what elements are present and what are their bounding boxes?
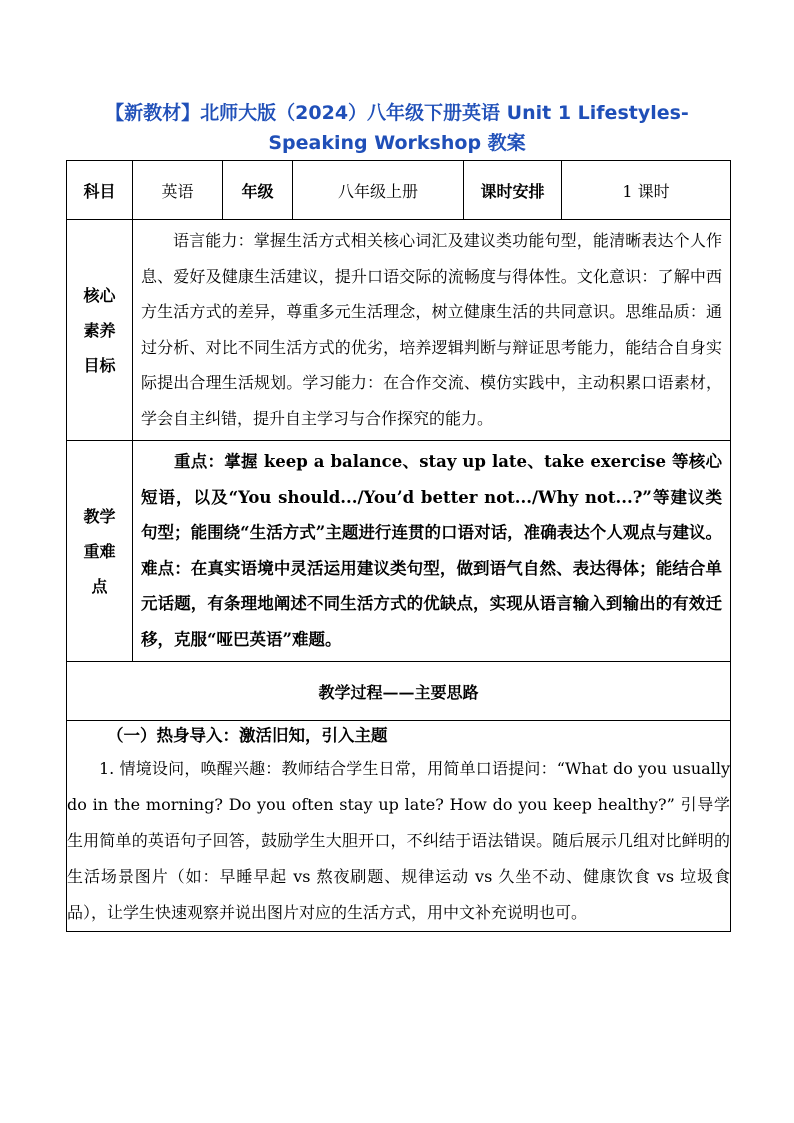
key-difficult-row xyxy=(67,441,731,662)
core-literacy-text: 语言能力：掌握生活方式相关核心词汇及建议类功能句型，能清晰表达个人作息、爱好及健康生活建议，提升口语交际的流畅度与得体性。文化意识：了解中西方生活方式的差异，尊重多元生活理念，树立健康生活的共同意识。思维品质：通过分析、对比不同生活方式的优劣，培养逻辑判断与辩证思考能力，能结合自身实际提出合理生活规划。学习能力：在合作交流、模仿实践中，主动积累口语素材，学会自主纠错，提升自主学习与合作探究的能力。 xyxy=(141,231,722,428)
subject-label: 科目 xyxy=(67,161,133,220)
grade-label: 年级 xyxy=(223,161,293,220)
process-content-row xyxy=(67,721,731,932)
warmup-step-text: 1. 情境设问，唤醒兴趣：教师结合学生日常，用简单口语提问：“What do you usually do in the morning? Do you often stay up late? How do you keep healthy?” 引导学生用简单的英语句子回答，鼓励学生大胆开口，不纠结于语法错误。随后展示几组对比鲜明的生活场景图片（如：早睡早起 vs 熬夜刷题、规律运动 vs 久坐不动、健康饮食 vs 垃圾食品），让学生快速观察并说出图片对应的生活方式，用中文补充说明也可。 xyxy=(67,759,730,922)
key-difficult-text: 重点：掌握 keep a balance、stay up late、take exercise 等核心短语，以及“You should.../You’d better not.../Why not...?”等建议类句型；能围绕“生活方式”主题进行连贯的口语对话，准确表达个人观点与建议。难点：在真实语境中灵活运用建议类句型，做到语气自然、表达得体；能结合单元话题，有条理地阐述不同生活方式的优缺点，实现从语言输入到输出的有效迁移，克服“哑巴英语”难题。 xyxy=(141,452,722,649)
document-title: 【新教材】北师大版（2024）八年级下册英语 Unit 1 Lifestyles-Speaking Workshop 教案 xyxy=(105,102,689,154)
schedule-value: 1 课时 xyxy=(562,161,731,220)
subject-value: 英语 xyxy=(133,161,223,220)
header-row xyxy=(67,161,731,220)
core-literacy-row xyxy=(67,220,731,441)
schedule-label: 课时安排 xyxy=(464,161,562,220)
process-title: 教学过程——主要思路 xyxy=(67,662,731,721)
grade-value: 八年级上册 xyxy=(293,161,464,220)
warmup-step-title: （一）热身导入：激活旧知，引入主题 xyxy=(107,726,388,745)
lesson-plan-table xyxy=(66,160,731,932)
process-title-row xyxy=(67,662,731,721)
core-literacy-label: 核心素养目标 xyxy=(83,285,116,375)
key-difficult-label: 教学重难点 xyxy=(83,506,116,596)
